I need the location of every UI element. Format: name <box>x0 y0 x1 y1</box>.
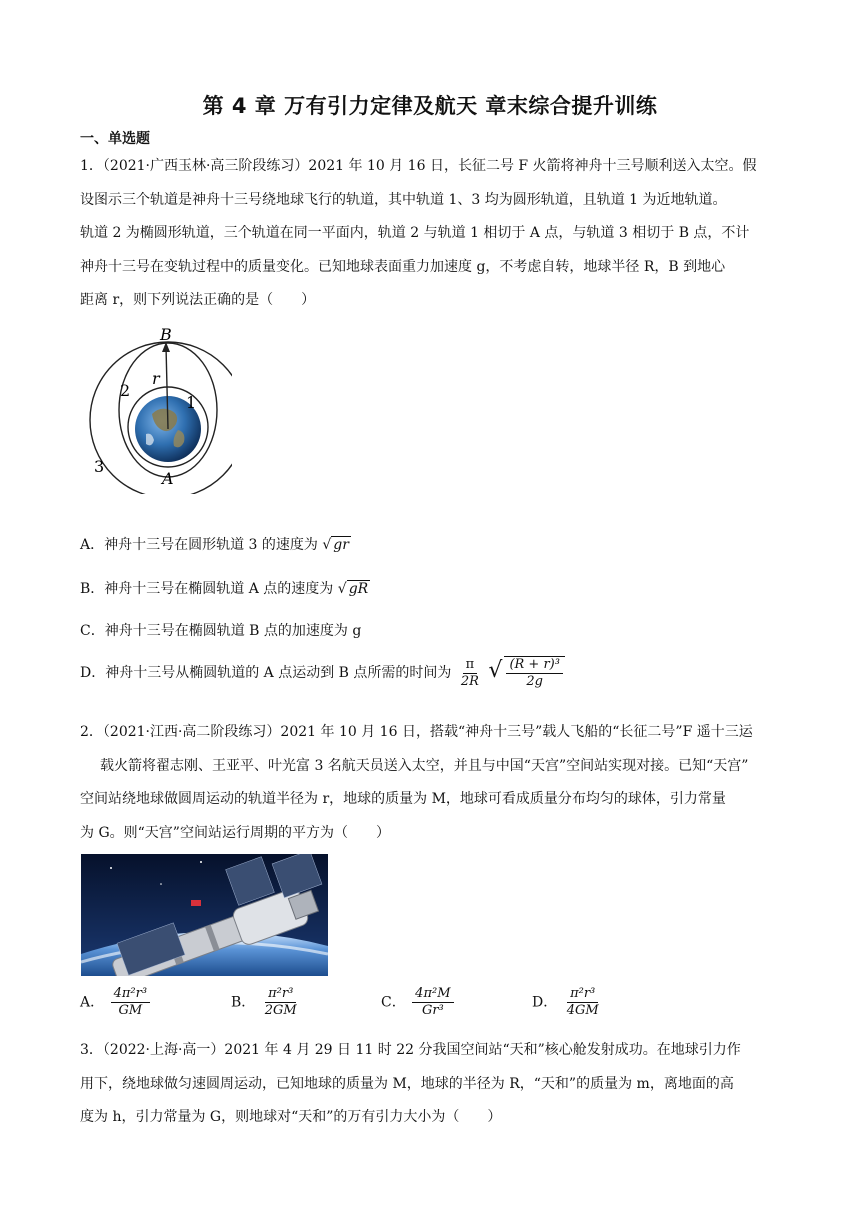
label-r: r <box>152 369 160 388</box>
q1-line: 神舟十三号在变轨过程中的质量变化。已知地球表面重力加速度 g，不考虑自转，地球半径 R，B 到地心 <box>80 258 726 275</box>
option-d-text: D．神舟十三号从椭圆轨道的 A 点运动到 B 点所需的时间为 <box>80 665 452 681</box>
q1-option-a[interactable] <box>80 534 351 554</box>
label-a: A <box>162 469 174 488</box>
q2-option-a[interactable] <box>80 986 152 1019</box>
q2-option-d[interactable] <box>532 986 604 1019</box>
q2-line: 载火箭将翟志刚、王亚平、叶光富 3 名航天员送入太空，并且与中国“天宫”空间站实现对接。已知“天宫” <box>100 757 749 774</box>
label-orbit-2: 2 <box>120 381 131 400</box>
label-orbit-1: 1 <box>186 393 197 412</box>
q1-line: 距离 r，则下列说法正确的是（ ） <box>80 292 316 308</box>
option-label: B． <box>231 994 256 1011</box>
orbit-diagram <box>82 322 232 494</box>
q2-line: 2．（2021·江西·高二阶段练习）2021 年 10 月 16 日，搭载“神舟十三号”载人飞船的“长征二号”F 遥十三运 <box>80 724 753 740</box>
question-2-stem <box>80 716 780 850</box>
q3-line: 度为 h，引力常量为 G，则地球对“天和”的万有引力大小为（ ） <box>80 1109 502 1125</box>
page-title: 第 4 章 万有引力定律及航天 章末综合提升训练 <box>202 94 658 118</box>
q1-line: 设图示三个轨道是神舟十三号绕地球飞行的轨道，其中轨道 1、3 均为圆形轨道，且轨道 1 为近地轨道。 <box>80 191 727 208</box>
sqrt-expression: √ $\frac{\text{(R + r)³}}{2g}$ <box>488 656 567 690</box>
q2-line: 为 G。则“天宫”空间站运行周期的平方为（ ） <box>80 824 390 841</box>
q1-line: 轨道 2 为椭圆形轨道，三个轨道在同一平面内，轨道 2 与轨道 1 相切于 A 点，与轨道 3 相切于 B 点，不计 <box>80 225 750 241</box>
label-orbit-3: 3 <box>94 457 105 476</box>
q1-option-c[interactable]: C．神舟十三号在椭圆轨道 B 点的加速度为 g <box>80 623 362 639</box>
section-heading: 一、单选题 <box>80 131 150 147</box>
fraction: $\frac{\text{4π²M}}{\text{Gr³}}$ <box>412 986 453 1019</box>
fraction: $\frac{\pi}{2R}$ <box>460 656 479 689</box>
question-1-stem <box>80 150 780 318</box>
q2-option-b[interactable] <box>231 986 302 1019</box>
fraction: $\frac{\text{π²r³}}{2GM}$ <box>264 986 297 1018</box>
fraction: $\frac{\text{π²r³}}{4GM}$ <box>566 986 599 1018</box>
q3-line: 用下，绕地球做匀速圆周运动，已知地球的质量为 M，地球的半径为 R，“天和”的质量为 m，离地面的高 <box>80 1075 734 1092</box>
sqrt-expression: √ gr <box>322 537 349 553</box>
label-b: B <box>160 325 172 344</box>
q3-line: 3．（2022·上海·高一）2021 年 4 月 29 日 11 时 22 分我国空间站“天和”核心舱发射成功。在地球引力作 <box>80 1042 741 1058</box>
option-label: A． <box>80 994 105 1011</box>
space-station-image <box>81 854 328 976</box>
option-label: C． <box>381 994 406 1011</box>
fraction: $\frac{\text{4π²r³}}{GM}$ <box>111 986 150 1019</box>
question-3-stem <box>80 1034 780 1135</box>
q1-option-d[interactable] <box>80 656 567 690</box>
option-a-text: A．神舟十三号在圆形轨道 3 的速度为 <box>80 537 318 553</box>
q2-option-c[interactable] <box>381 986 456 1019</box>
option-label: D． <box>532 994 558 1011</box>
q1-line: 1．（2021·广西玉林·高三阶段练习）2021 年 10 月 16 日，长征二号 F 火箭将神舟十三号顺利送入太空。假 <box>80 158 757 174</box>
sqrt-expression: √ gR <box>337 581 369 597</box>
q1-option-b[interactable] <box>80 578 370 598</box>
q2-line: 空间站绕地球做圆周运动的轨道半径为 r，地球的质量为 M，地球可看成质量分布均匀的球体，引力常量 <box>80 791 726 807</box>
option-b-text: B．神舟十三号在椭圆轨道 A 点的速度为 <box>80 581 334 597</box>
